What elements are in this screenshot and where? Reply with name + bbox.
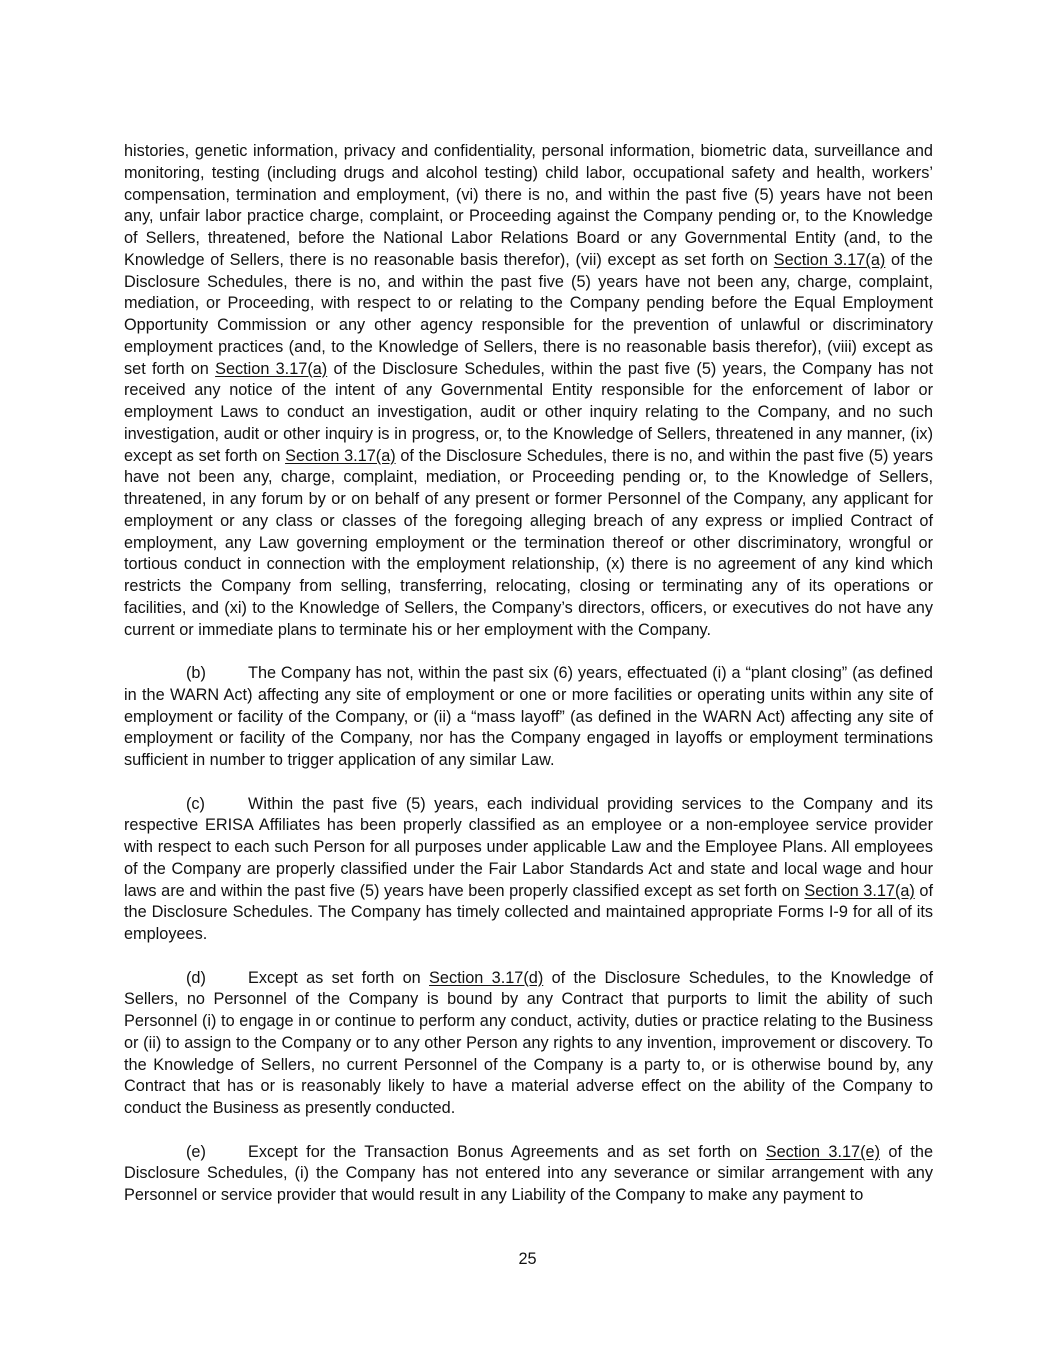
paragraph-b — [124, 663, 933, 772]
section-reference: Section 3.17(a) — [773, 250, 886, 269]
text-segment: of the Disclosure Schedules, to the Knowledge of Sellers, no Personnel of the Company is bound by any Contract that purports to limit the ability of such Personnel (i) to engage in or continue to perform any conduct, activity, duties or practice relating to the Business or (ii) to assign to the Company or to any other Person any rights to any invention, improvement or discovery. To the Knowledge of Sellers, no current Personnel of the Company is a party to, or is otherwise bound by, any Contract that has or is reasonably likely to have a material adverse effect on the ability of the Company to conduct the Business as presently conducted. — [124, 968, 934, 1117]
section-reference: Section 3.17(a) — [285, 446, 396, 465]
section-reference: Section 3.17(a) — [215, 359, 328, 378]
paragraph-label: (b) — [186, 664, 206, 682]
text-segment: of the Disclosure Schedules, within the past five (5) years, the Company has not received any notice of the intent of any Governmental Entity responsible for the enforcement of labor or employment Laws to conduct an investigation, audit or other inquiry relating to the Company, and no such investigation, audit or other inquiry is in progress, or, to the Knowledge of Sellers, threatened in any manner, (ix) except as set forth on — [124, 359, 933, 465]
text-segment: Except for the Transaction Bonus Agreements and as set forth on — [248, 1142, 766, 1161]
section-reference: Section 3.17(a) — [804, 881, 915, 900]
text-segment: of the Disclosure Schedules, there is no, and within the past five (5) years have not been any, charge, complaint, mediation, or Proceeding, with respect to or relating to the Company pending before the Equal Employment Opportunity Commission or any other agency responsible for the prevention of unlawful or discriminatory employment practices (and, to the Knowledge of Sellers, there is no reasonable basis therefor), (viii) except as set forth on — [124, 250, 933, 378]
text-segment: of the Disclosure Schedules. The Company has timely collected and maintained appropriate Forms I-9 for all of its employees. — [124, 881, 934, 943]
section-reference: Section 3.17(e) — [765, 1142, 880, 1161]
text-segment: Within the past five (5) years, each individual providing services to the Company and its respective ERISA Affiliates has been properly classified as an employee or a non-employee service provider with respect to each such Person for all purposes under applicable Law and the Employee Plans. All employees of the Company are properly classified under the Fair Labor Standards Act and state and local wage and hour laws are and within the past five (5) years have been properly classified except as set forth on — [124, 794, 933, 900]
document-body — [124, 141, 933, 1229]
paragraph-label: (d) — [186, 968, 206, 987]
page-number: 25 — [518, 1250, 537, 1268]
text-segment: Except as set forth on — [248, 968, 430, 987]
text-segment: of the Disclosure Schedules, (i) the Company has not entered into any severance or similar arrangement with any Personnel or service provider that would result in any Liability of the Company to make any payment to — [124, 1142, 933, 1204]
paragraph-c — [124, 794, 933, 946]
text-segment: histories, genetic information, privacy and confidentiality, personal information, biometric data, surveillance and monitoring, testing (including drugs and alcohol testing) child labor, occupational safety and health, workers’ compensation, termination and employment, (vi) there is no, and within the past five (5) years have not been any, unfair labor practice charge, complaint, or Proceeding against the Company pending or, to the Knowledge of Sellers, threatened, before the National Labor Relations Board or any Governmental Entity (and, to the Knowledge of Sellers, there is no reasonable basis therefor), (vii) except as set forth on — [124, 142, 933, 269]
section-reference: Section 3.17(d) — [429, 968, 544, 987]
paragraph-e — [124, 1142, 933, 1207]
paragraph-d — [124, 968, 933, 1120]
text-segment: of the Disclosure Schedules, there is no, and within the past five (5) years have not been any, charge, complaint, mediation, or Proceeding pending or, to the Knowledge of Sellers, threatened, in any forum by or on behalf of any present or former Personnel of the Company, any applicant for employment or any class or classes of the foregoing alleging breach of any express or implied Contract of employment, any Law governing employment or the termination thereof or other discriminatory, wrongful or tortious conduct in connection with the employment relationship, (x) there is no agreement of any kind which restricts the Company from selling, transferring, relocating, closing or terminating any of its operations or facilities, and (xi) to the Knowledge of Sellers, the Company’s directors, officers, or executives do not have any current or immediate plans to terminate his or her employment with the Company. — [124, 446, 933, 639]
text-segment: The Company has not, within the past six (6) years, effectuated (i) a “plant closing” (as defined in the WARN Act) affecting any site of employment or one or more facilities or operating units within any site of employment or facility of the Company, or (ii) a “mass layoff” (as defined in the WARN Act) affecting any site of employment or facility of the Company, nor has the Company engaged in layoffs or employment terminations sufficient in number to trigger application of any similar Law. — [124, 664, 933, 769]
paragraph-label: (e) — [186, 1142, 206, 1161]
paragraph-continuation — [124, 141, 933, 641]
paragraph-label: (c) — [186, 794, 205, 813]
